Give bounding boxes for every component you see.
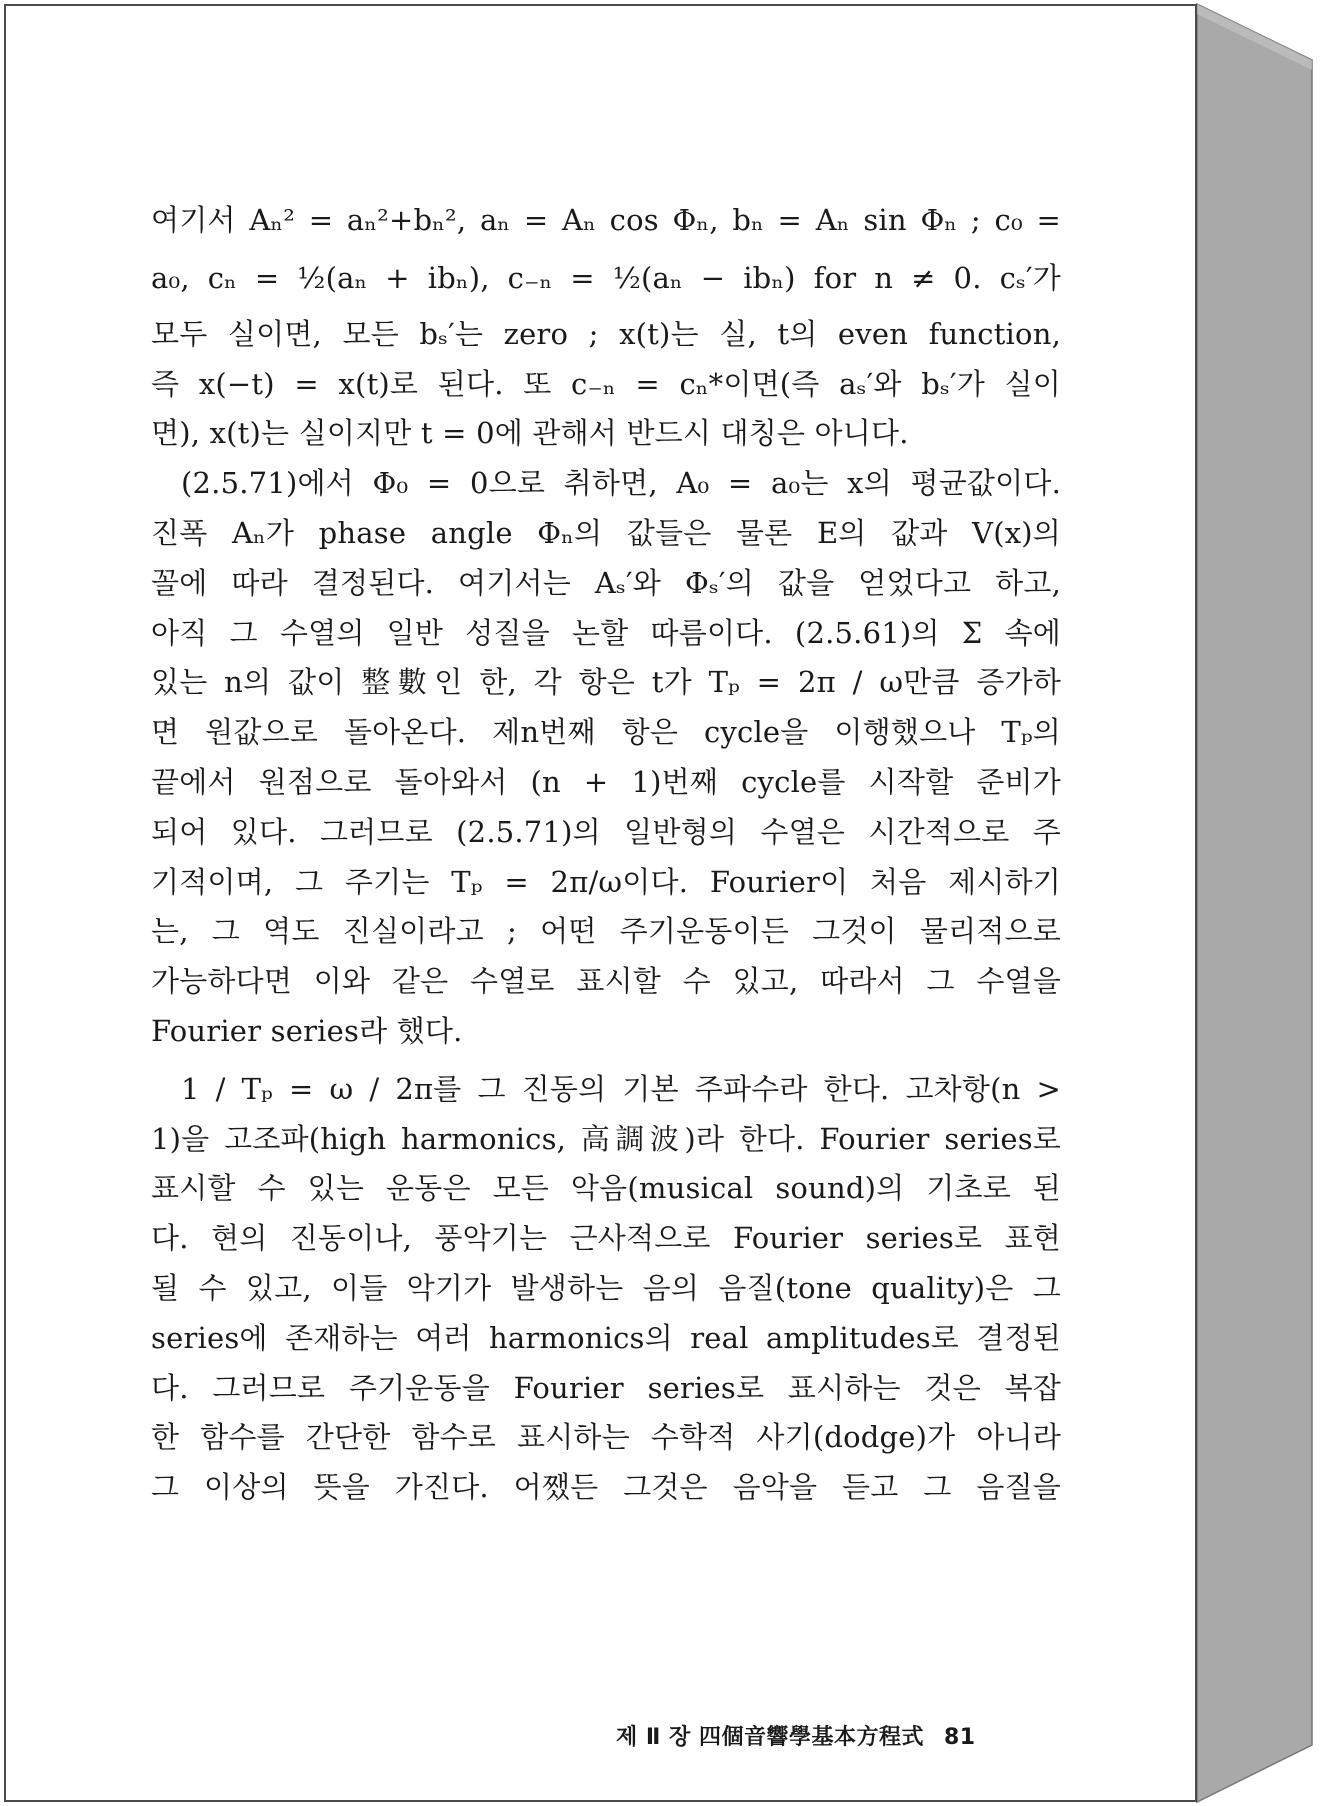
body-text — [151, 196, 1061, 1513]
text-line: 다. 현의 진동이나, 풍악기는 근사적으로 Fourier series로 표현 — [151, 1221, 1061, 1256]
text-line: 될 수 있고, 이들 악기가 발생하는 음의 음질(tone quality)은 그 — [151, 1270, 1061, 1305]
book-page — [4, 4, 1197, 1802]
text-line: series에 존재하는 여러 harmonics의 real amplitudes로 결정된 — [151, 1320, 1061, 1355]
text-line: 가능하다면 이와 같은 수열로 표시할 수 있고, 따라서 그 수열을 — [151, 964, 1061, 999]
text-line: 끝에서 원점으로 돌아와서 (n + 1)번째 cycle를 시작할 준비가 — [151, 764, 1061, 799]
text-line: 즉 x(−t) = x(t)로 된다. 또 c₋ₙ = cₙ*이면(즉 aₛ′와 bₛ′가 실이 — [151, 366, 1061, 401]
text-line: Fourier series라 했다. — [151, 1013, 463, 1048]
text-line: 꼴에 따라 결정된다. 여기서는 Aₛ′와 Φₛ′의 값을 얻었다고 하고, — [151, 565, 1061, 600]
text-line: 는, 그 역도 진실이라고 ; 어떤 주기운동이든 그것이 물리적으로 — [151, 914, 1061, 949]
text-line: 표시할 수 있는 운동은 모든 악음(musical sound)의 기초로 된 — [151, 1171, 1061, 1206]
text-line: 되어 있다. 그러므로 (2.5.71)의 일반형의 수열은 시간적으로 주 — [151, 814, 1061, 849]
text-line: 그 이상의 뜻을 가진다. 어쨌든 그것은 음악을 듣고 그 음질을 — [151, 1470, 1061, 1505]
text-line: 여기서 Aₙ² = aₙ²+bₙ², aₙ = Aₙ cos Φₙ, bₙ = Aₙ sin Φₙ ; c₀ = — [151, 203, 1061, 237]
text-line: 있는 n의 값이 整數인 한, 각 항은 t가 Tₚ = 2π / ω만큼 증가하 — [151, 665, 1061, 700]
page-number: 81 — [943, 1725, 976, 1750]
chapter-title: 제 Ⅱ 장 四個音響學基本方程式 — [616, 1725, 924, 1750]
text-line: 기적이며, 그 주기는 Tₚ = 2π/ω이다. Fourier이 처음 제시하기 — [151, 864, 1061, 899]
page-footer — [616, 1720, 976, 1751]
text-line: 모두 실이면, 모든 bₛ′는 zero ; x(t)는 실, t의 even function, — [151, 316, 1061, 351]
text-line: 한 함수를 간단한 함수로 표시하는 수학적 사기(dodge)가 아니라 — [151, 1420, 1061, 1455]
text-line: 1)을 고조파(high harmonics, 高調波)라 한다. Fourier series로 — [151, 1121, 1061, 1156]
text-line: 다. 그러므로 주기운동을 Fourier series로 표시하는 것은 복잡 — [151, 1370, 1061, 1405]
text-line: 면 원값으로 돌아온다. 제n번째 항은 cycle을 이행했으나 Tₚ의 — [151, 715, 1061, 750]
text-line: (2.5.71)에서 Φ₀ = 0으로 취하면, A₀ = a₀는 x의 평균값이다. — [181, 466, 1061, 501]
text-line: 면), x(t)는 실이지만 t = 0에 관해서 반드시 대칭은 아니다. — [151, 416, 909, 451]
text-line: 진폭 Aₙ가 phase angle Φₙ의 값들은 물론 E의 값과 V(x)의 — [151, 515, 1061, 550]
text-line: 1 / Tₚ = ω / 2π를 그 진동의 기본 주파수라 한다. 고차항(n > — [181, 1071, 1061, 1106]
text-line: 아직 그 수열의 일반 성질을 논할 따름이다. (2.5.61)의 Σ 속에 — [151, 615, 1061, 650]
text-line: a₀, cₙ = ½(aₙ + ibₙ), c₋ₙ = ½(aₙ − ibₙ) for n ≠ 0. cₛ′가 — [151, 260, 1061, 295]
